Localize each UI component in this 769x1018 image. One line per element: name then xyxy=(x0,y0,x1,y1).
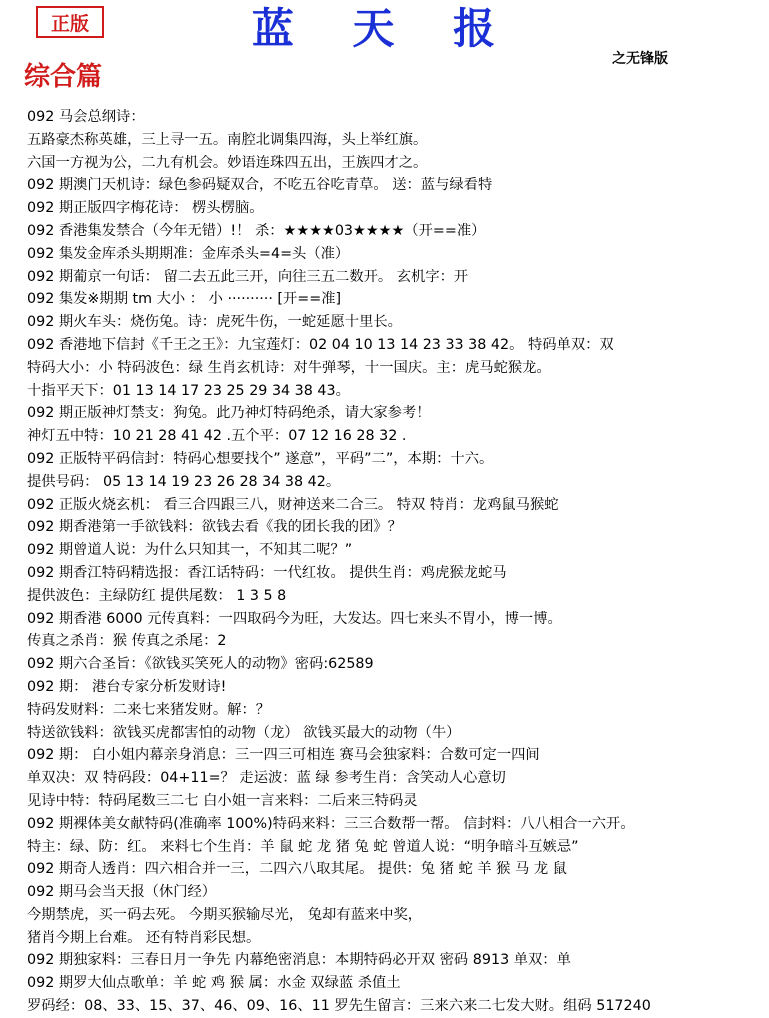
text-line: 特主：绿、防：红。 来料七个生肖：羊 鼠 蛇 龙 猪 兔 蛇 曾道人说：“明争暗斗互嫉忌” xyxy=(27,838,579,855)
text-line: 092 马会总纲诗： xyxy=(27,109,145,125)
text-line: 092 期正版神灯禁支：狗兔。此乃神灯特码绝杀，请大家参考！ xyxy=(27,405,431,422)
text-line: 092 期澳门天机诗：绿色参码疑双合，不吃五谷吃青草。 送：蓝与绿看特 xyxy=(27,177,493,194)
text-line: 今期禁虎，买一码去死。 今期买猴输尽光， 兔却有蓝来中奖， xyxy=(27,906,423,923)
text-line: 传真之杀肖：猴 传真之杀尾：2 xyxy=(27,633,227,650)
text-line: 单双决：双 特码段：04+11=？ 走运波：蓝 绿 参考生肖：含笑动人心意切 xyxy=(27,770,506,787)
text-line: 十指平天下：01 13 14 17 23 25 29 34 38 43。 xyxy=(27,382,350,399)
newspaper-title: 蓝 天 报 xyxy=(251,4,518,53)
text-line: 092 期正版四字梅花诗： 楞头楞脑。 xyxy=(27,200,264,217)
text-line: 六国一方视为公，二九有机会。妙语连珠四五出，王族四才之。 xyxy=(27,154,428,171)
text-line: 092 期香港第一手欲钱料：欲钱去看《我的团长我的团》？ xyxy=(27,519,402,536)
section-title: 综合篇 xyxy=(24,62,103,92)
text-line: 特码大小：小 特码波色：绿 生肖玄机诗：对牛弹琴，十一国庆。主：虎马蛇猴龙。 xyxy=(27,359,551,376)
text-line: 092 期： 港台专家分析发财诗! xyxy=(27,678,227,695)
text-line: 提供号码： 05 13 14 19 23 26 28 34 38 42。 xyxy=(27,473,341,490)
text-line: 猪肖今期上台难。 还有特肖彩民想。 xyxy=(27,929,261,946)
text-line: 092 集发金库杀头期期准：金库杀头=4=头（准） xyxy=(27,245,350,262)
article-body xyxy=(27,106,757,1018)
text-line: 092 期葡京一句话： 留二去五此三开，向往三五二数开。 玄机字：开 xyxy=(27,268,469,285)
text-line: 092 期香江特码精选报：香江话特码：一代红妆。 提供生肖：鸡虎猴龙蛇马 xyxy=(27,564,507,581)
text-line: 罗码经：08、33、15、37、46、09、16、11 罗先生留言：三来六来二七发大财。组码 517240 xyxy=(27,998,651,1015)
text-line: 五路豪杰称英雄，三上寻一五。南腔北调集四海，头上举红旗。 xyxy=(27,131,428,148)
text-line: 见诗中特：特码尾数三二七 白小姐一言来料：二后来三特码灵 xyxy=(27,792,418,809)
text-line: 092 期奇人透肖：四六相合并一三，二四六八取其尾。 提供：兔 猪 蛇 羊 猴 马 龙 鼠 xyxy=(27,861,567,878)
text-line: 092 期独家料：三春日月一争先 内幕绝密消息：本期特码必开双 密码 8913 单双：单 xyxy=(27,952,571,969)
edition-label: 之无锋版 xyxy=(612,51,668,67)
authentic-stamp: 正版 xyxy=(36,6,104,38)
text-line: 092 期马会当天报（休门经） xyxy=(27,884,217,901)
text-line: 092 期香港 6000 元传真料：一四取码今为旺，大发达。四七来头不胃小，博一博。 xyxy=(27,610,562,627)
text-line: 092 期曾道人说：为什么只知其一，不知其二呢？” xyxy=(27,542,353,559)
text-line: 092 香港集发禁合（今年无错）!！ 杀：★★★★03★★★★（开==准） xyxy=(27,222,486,239)
text-line: 神灯五中特：10 21 28 41 42 .五个平：07 12 16 28 32 . xyxy=(27,428,407,445)
text-line: 092 集发※期期 tm 大小 ： 小 ·········· [开==准] xyxy=(27,291,342,308)
text-line: 092 期裸体美女献特码(准确率 100%)特码来料：三三合数帮一帮。 信封料：八八相合一六开。 xyxy=(27,815,635,832)
text-line: 特送欲钱料：欲钱买虎都害怕的动物（龙） 欲钱买最大的动物（牛） xyxy=(27,724,461,741)
text-line: 092 正版火烧玄机： 看三合四跟三八，财神送来二合三。 特双 特肖：龙鸡鼠马猴蛇 xyxy=(27,496,559,513)
text-line: 092 期火车头：烧伤兔。诗：虎死牛伤，一蛇延愿十里长。 xyxy=(27,314,402,331)
text-line: 特码发财料：二来七来猪发财。解：？ xyxy=(27,701,271,718)
text-line: 092 正版特平码信封：特码心想要找个” 遂意”，平码”二”，本期：十六。 xyxy=(27,450,494,467)
text-line: 092 期： 白小姐内幕亲身消息：三一四三可相连 赛马会独家料：合数可定一四间 xyxy=(27,747,540,764)
text-line: 092 期六合圣旨：《欲钱买笑死人的动物》密码:62589 xyxy=(27,656,374,673)
text-line: 提供波色：主绿防红 提供尾数： 1 3 5 8 xyxy=(27,587,287,604)
text-line: 092 期罗大仙点歌单：羊 蛇 鸡 猴 属：水金 双绿蓝 杀值土 xyxy=(27,975,401,992)
text-line: 092 香港地下信封《千王之王》：九宝莲灯：02 04 10 13 14 23 33 38 42。 特码单双：双 xyxy=(27,336,614,353)
